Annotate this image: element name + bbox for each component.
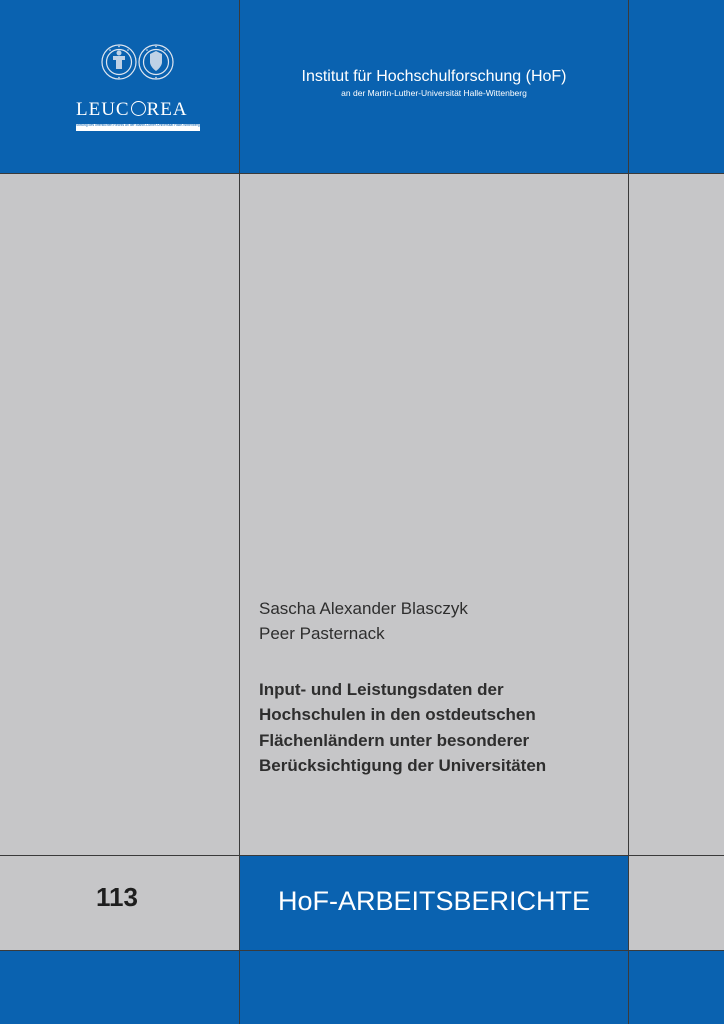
grid-line-vertical-left — [239, 0, 240, 1024]
logo-wordmark-left: LEUC — [76, 99, 130, 120]
leucorea-logo — [70, 40, 210, 135]
grid-line-horizontal-top — [0, 173, 724, 174]
institute-name: Institut für Hochschulforschung (HoF) — [301, 68, 567, 85]
title-line-4: Berücksichtigung der Universitäten — [259, 755, 547, 775]
title-line-1: Input- und Leistungsdaten der — [259, 680, 504, 699]
logo-wordmark-right: REA — [146, 99, 188, 120]
grid-line-horizontal-bottom — [0, 950, 724, 951]
ring-icon — [131, 101, 146, 116]
report-title — [259, 677, 619, 778]
right-panel — [629, 174, 724, 855]
title-line-2: Hochschulen in den ostdeutschen — [259, 705, 536, 725]
left-panel — [0, 174, 239, 855]
series-number: 113 — [96, 882, 138, 912]
series-right-panel — [629, 856, 724, 950]
series-name: HoF-ARBEITSBERICHTE — [277, 886, 591, 916]
logo-wordmark — [76, 100, 204, 120]
university-seals-icon — [100, 42, 176, 82]
grid-line-horizontal-mid — [0, 855, 724, 856]
author-2: Peer Pasternack — [259, 624, 385, 643]
footer-band — [0, 951, 724, 1024]
logo-subtitle: Stiftung des öffentlichen Rechts an der Martin-Luther-Universität Halle-Wittenberg — [76, 122, 200, 127]
institute-affiliation: an der Martin-Luther-Universität Halle-Wittenberg — [341, 88, 527, 98]
author-1: Sascha Alexander Blasczyk — [259, 599, 468, 618]
title-line-3: Flächenländern unter besonderer — [259, 730, 530, 750]
header-band-right — [629, 0, 724, 173]
grid-line-vertical-right — [628, 0, 629, 1024]
